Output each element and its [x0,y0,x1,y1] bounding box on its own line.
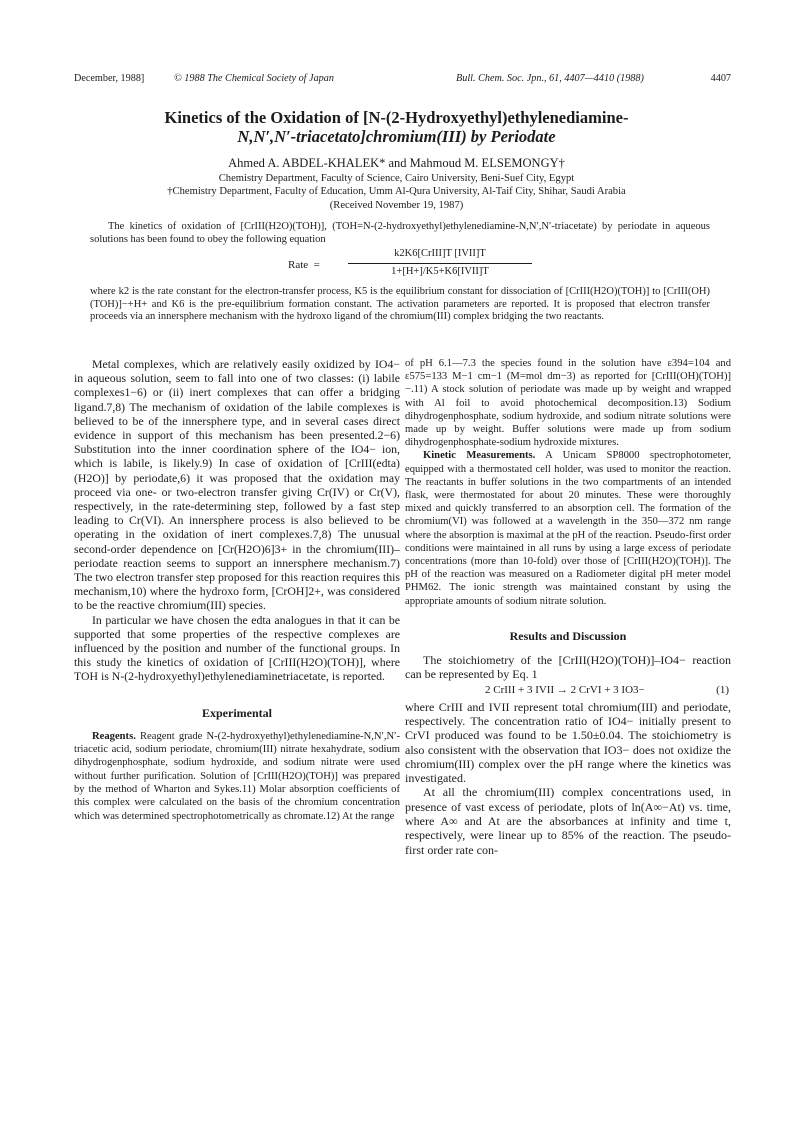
rate-equation-numerator: k2K6[CrIII]T [IVII]T [348,248,532,264]
abstract [90,221,710,324]
reagents-paragraph [74,730,400,823]
author-list: Ahmed A. ABDEL-KHALEK* and Mahmoud M. ELSEMONGY† [228,156,565,170]
rate-equation [90,246,710,286]
kinetic-text: A Unicam SP8000 spectrophotometer, equipped with a thermostated cell holder, was used to monitor the reaction. The reactants in buffer solutions in the two compartments of an intended flask, were thermostated for about 20 minutes. These were thoroughly mixed and quickly transferred to an absorption cell. The formation of the chromium(VI) was followed at a wavelength in the 350—372 nm range where the absorption is maximal at the pH of the reaction. Pseudo-first order conditions were maintained in all runs by using a large excess of periodate concentrations (more than 10-fold) over those of [CrIII(H2O)(TOH)]. The pH of the reaction was measured on a Radiometer digital pH meter model PHM62. The ionic strength was maintained constant by using the appropriate amounts of sodium nitrate solution. [405,450,731,607]
abstract-intro: The kinetics of oxidation of [CrIII(H2O)(TOH)], (TOH=N-(2-hydroxyethyl)ethylenediamine-N,N′,N′-triacetate) by periodate in aqueous solutions has been found to obey the following equation [90,221,710,245]
header-copyright: © 1988 The Chemical Society of Japan [174,73,334,84]
results-heading: Results and Discussion [509,628,627,643]
equation-1-number: (1) [716,683,729,696]
header-page-number: 4407 [710,73,731,84]
affiliation-1: Chemistry Department, Faculty of Science, Cairo University, Beni-Suef City, Egypt [218,173,575,184]
left-column [74,357,400,823]
right-column [405,357,731,857]
header-date: December, 1988] [74,73,145,84]
paper-title [90,108,703,146]
continued-paragraph: of pH 6.1—7.3 the species found in the solution have ε394=104 and ε575=133 M−1 cm−1 (M=mol dm−3) as reported for [CrIII(OH)(TOH)]−.11) A stock solution of periodate was made up by weight and wrapped with Al foil to avoid photochemical decomposition.13) Sodium dihydrogenphosphate, sodium hydroxide, and sodium nitrate solutions were made up by weight. Buffer solutions were made up from sodium dihydrogenphosphate-sodium hydroxide mixtures. [405,358,731,449]
header-journal: Bull. Chem. Soc. Jpn., 61, 4407—4410 (1988) [456,73,644,84]
running-header [74,73,731,87]
kinetic-paragraph [405,449,731,607]
rate-equation-fraction [348,248,532,278]
affiliations [74,172,719,212]
rate-equation-denominator: 1+[H+]/K5+K6[IVII]T [391,265,489,277]
results-paragraph-3: At all the chromium(III) complex concentrations used, in presence of vast excess of periodate, plots of ln(A∞−At) vs. time, where A∞ and At are the absorbances at infinity and time t, respectively, were linear up to 85% of the reaction. The pseudo-first order rate con- [405,785,731,857]
equation-1 [405,682,731,700]
experimental-heading: Experimental [202,705,272,720]
kinetic-label: Kinetic Measurements. [423,450,536,462]
abstract-body: where k2 is the rate constant for the electron-transfer process, K5 is the equilibrium constant for dissociation of [CrIII(H2O)(TOH)] to [CrIII(OH)(TOH)]−+H+ and K6 is the pre-equilibrium formation constant. The activation parameters are reported. It is proposed that electron transfer proceeds via an innersphere mechanism with the hydroxo ligand of the chromium(III) complex bridging the two reactants. [90,286,710,323]
reagents-label: Reagents. [92,730,136,742]
equation-1-body: 2 CrIII + 3 IVII → 2 CrVI + 3 IO3− [485,683,645,696]
results-paragraph-2: where CrIII and IVII represent total chromium(III) and periodate, respectively. The concentration ratio of IO4− initially present to CrVI produced was found to be 1.50±0.04. The stoichiometry is also consistent with the observation that IO3− does not oxidize the chromium(III) complex over the pH range where the kinetics was investigated. [405,699,731,786]
reagents-text: Reagent grade N-(2-hydroxyethyl)ethylenediamine-N,N′,N′-triacetic acid, sodium periodate, chromium(III) nitrate hexahydrate, sodium dihydrogenphosphate, sodium hydroxide, and sodium nitrate were used without further purification. Solution of [CrIII(H2O)(TOH)] was prepared by the method of Wharton and Sykes.11) Molar absorption coefficients of this complex were calculated on the basis of the chromium concentration which was determined spectrophotometrically as chromate.12) At the range [74,730,400,822]
results-paragraph-1: The stoichiometry of the [CrIII(H2O)(TOH)]–IO4− reaction can be represented by Eq. 1 [405,653,731,682]
intro-paragraph-1: Metal complexes, which are relatively easily oxidized by IO4− in aqueous solution, seem to fall into one of two classes: (i) labile complexes1−6) or (ii) inert complexes that can offer a bridging ligand.7,8) The mechanism of oxidation of the labile complexes is believed to be of the innersphere type, and in several cases direct evidence in support of this mechanism has been presented.2−6) Substitution into the inner coordination sphere of the IO4− ion, which is labile, is likely.9) In case of oxidation of [CrIII(edta)(H2O)] by periodate,6) it was proposed that the oxidation may proceed via one- or two-electron transfer giving Cr(IV) or Cr(V), respectively, in the rate-determining step, followed by a fast step leading to Cr(VI). An innersphere process is also believed to be operating in the oxidation of inert complexes.7,8) The unusual second-order dependence on [Cr(H2O)6]3+ in the chromium(III)–periodate reaction seems to support an innersphere mechanism.7) The two electron transfer step proposed for this reaction requires this mechanism,10) where the hydroxo form, [CrOH]2+, was considered to be the reactive chromium(III) species. [74,357,400,613]
title-line-1: Kinetics of the Oxidation of [N-(2-Hydroxyethyl)ethylenediamine- [164,108,629,127]
affiliation-2: †Chemistry Department, Faculty of Education, Umm Al-Qura University, Al-Taif City, Shihar, Saudi Arabia [167,186,626,198]
rate-equation-lhs: Rate = [288,259,320,272]
received-date: (Received November 19, 1987) [329,199,464,211]
title-line-2: N,N′,N′-triacetato]chromium(III) by Periodate [237,127,556,146]
intro-paragraph-2: In particular we have chosen the edta analogues in that it can be supported that some properties of the respective complexes are influenced by the position and number of the functional groups. In this study the kinetics of oxidation of [CrIII(H2O)(TOH)], where TOH is N-(2-hydroxyethyl)ethylenediaminetriacetate, is reported. [74,612,400,684]
